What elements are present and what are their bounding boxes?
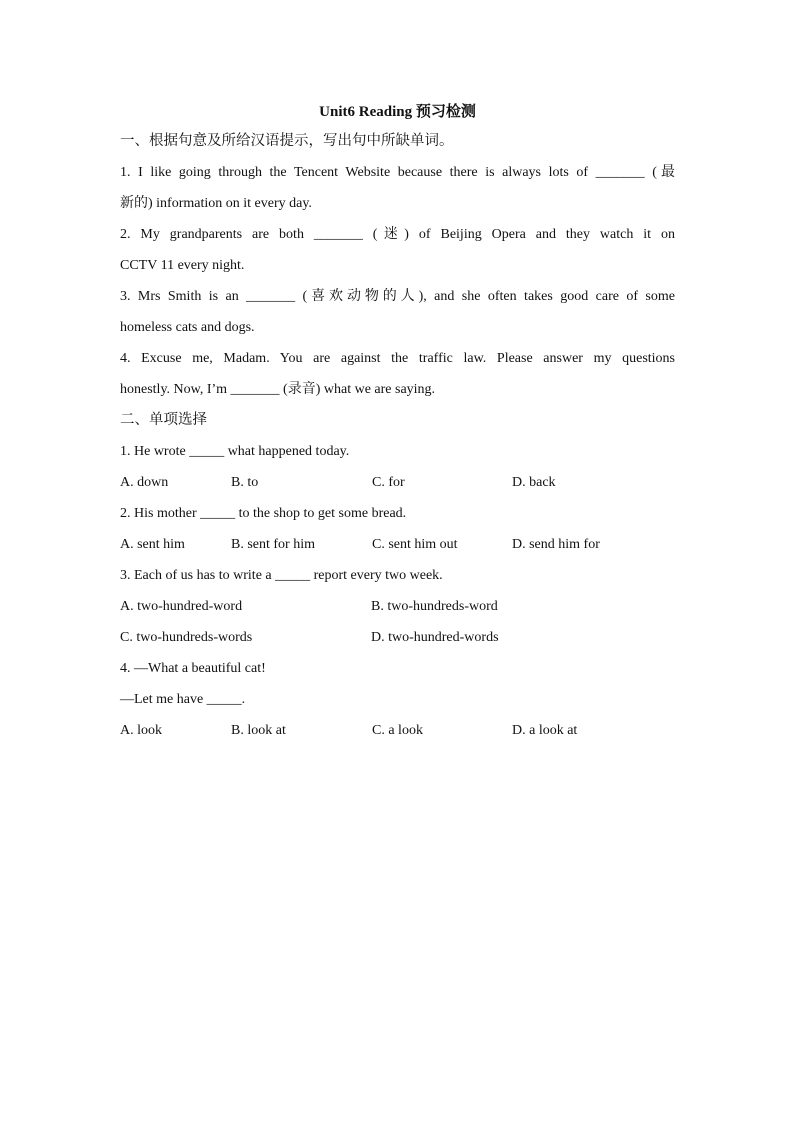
s2-q1-option-a: A. down: [120, 475, 169, 490]
s1-q2-line1: 2. My grandparents are both _______ (迷) of Beijing Opera and they watch it on: [120, 227, 675, 242]
s2-q4-options: [120, 715, 675, 746]
s2-q3-option-a: A. two-hundred-word: [120, 599, 243, 614]
s2-q3-options-row2: [120, 622, 675, 653]
s1-q4-line2: honestly. Now, I’m _______ (录音) what we are saying.: [120, 382, 436, 397]
s2-q2-option-d: D. send him for: [512, 537, 600, 552]
s2-q3-option-d: D. two-hundred-words: [371, 630, 499, 645]
s2-q1-option-b: B. to: [231, 475, 259, 490]
s2-q3-stem: 3. Each of us has to write a _____ report every two week.: [120, 568, 443, 583]
s2-q3-option-c: C. two-hundreds-words: [120, 630, 253, 645]
s2-q2-option-c: C. sent him out: [372, 537, 458, 552]
section-2-heading: 二、单项选择: [120, 412, 207, 428]
s2-q2-option-a: A. sent him: [120, 537, 185, 552]
s1-q1-line1: 1. I like going through the Tencent Website because there is always lots of _______ (最: [120, 165, 675, 180]
s2-q1-options: [120, 467, 675, 498]
s1-q2-line2: CCTV 11 every night.: [120, 258, 245, 273]
s2-q4-option-c: C. a look: [372, 723, 423, 738]
s2-q4-option-d: D. a look at: [512, 723, 578, 738]
s2-q3-options-row1: [120, 591, 675, 622]
section-1-heading: 一、根据句意及所给汉语提示，写出句中所缺单词。: [120, 133, 454, 149]
s2-q1-option-c: C. for: [372, 475, 405, 490]
s1-q4-line1: 4. Excuse me, Madam. You are against the traffic law. Please answer my questions: [120, 351, 675, 366]
s2-q4-option-b: B. look at: [231, 723, 286, 738]
s1-q1-line2: 新的) information on it every day.: [120, 196, 312, 211]
s2-q2-stem: 2. His mother _____ to the shop to get some bread.: [120, 506, 407, 521]
s2-q1-option-d: D. back: [512, 475, 556, 490]
s2-q3-option-b: B. two-hundreds-word: [371, 599, 498, 614]
s2-q2-options: [120, 529, 675, 560]
s1-q3-line1: 3. Mrs Smith is an _______ (喜欢动物的人), and she often takes good care of some: [120, 289, 675, 304]
worksheet: [120, 98, 675, 746]
page-title: Unit6 Reading 预习检测: [319, 104, 476, 120]
s2-q4-stem-1: 4. —What a beautiful cat!: [120, 661, 266, 676]
s2-q4-option-a: A. look: [120, 723, 162, 738]
s1-q3-line2: homeless cats and dogs.: [120, 320, 255, 335]
s2-q4-stem-2: —Let me have _____.: [120, 692, 246, 707]
s2-q1-stem: 1. He wrote _____ what happened today.: [120, 444, 350, 459]
s2-q2-option-b: B. sent for him: [231, 537, 315, 552]
